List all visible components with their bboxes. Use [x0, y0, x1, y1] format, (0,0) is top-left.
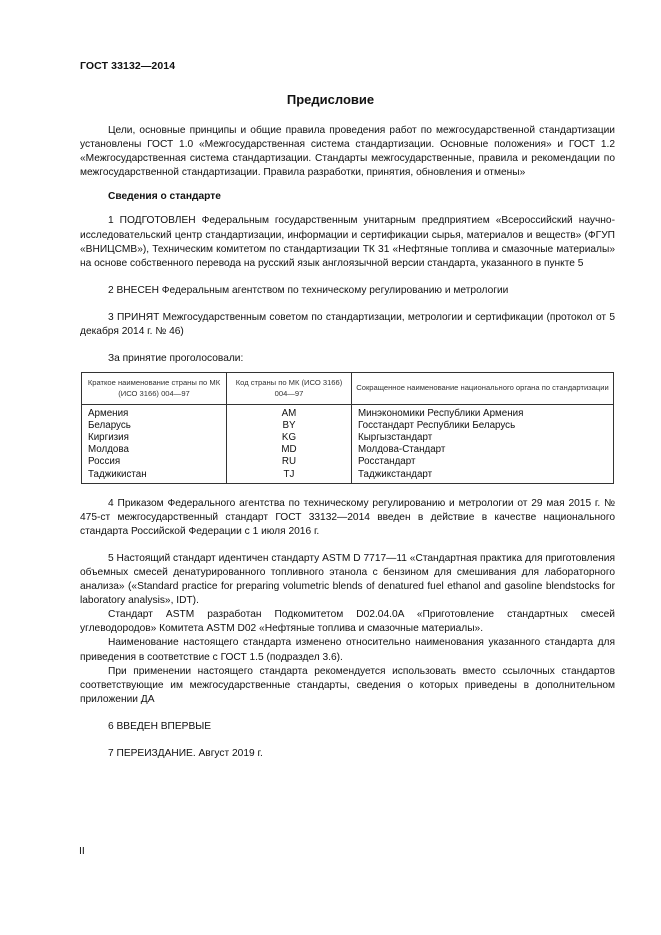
country-code: BY: [227, 420, 352, 432]
table-row: [82, 469, 614, 484]
national-body: Кыргызстандарт: [352, 432, 614, 444]
country-name: Армения: [82, 405, 227, 421]
header-country-code: Код страны по МК (ИСО 3166) 004—97: [227, 373, 352, 405]
page-title: Предисловие: [286, 92, 375, 107]
country-code: RU: [227, 456, 352, 468]
national-body: Росстандарт: [352, 456, 614, 468]
table-row: [82, 432, 614, 444]
country-code: TJ: [227, 469, 352, 484]
item-2-paragraph: 2 ВНЕСЕН Федеральным агентством по техническому регулированию и метрологии: [108, 284, 509, 296]
country-name: Таджикистан: [82, 469, 227, 484]
country-name: Киргизия: [82, 432, 227, 444]
item-4-paragraph: 4 Приказом Федерального агентства по техническому регулированию и метрологии от 29 мая 2015 г. № 475-ст межгосударственный стандарт ГОСТ 33132—2014 введен в действие в качестве национального стандарта Российской Федерации с 1 июля 2016 г.: [80, 497, 615, 537]
table-row: [82, 456, 614, 468]
country-code: KG: [227, 432, 352, 444]
item-1-paragraph: 1 ПОДГОТОВЛЕН Федеральным государственным унитарным предприятием «Всероссийский научно-исследовательский центр стандартизации, информации и сертификации сырья, материалов и веществ» (ФГУП «ВНИЦСМВ»), Техническим комитетом по стандартизации ТК 31 «Нефтяные топлива и смазочные материалы» на основе собственного перевода на русский язык англоязычной версии стандарта, указанного в пункте 5: [80, 215, 615, 269]
document-code: ГОСТ 33132—2014: [80, 60, 176, 72]
section-heading: Сведения о стандарте: [108, 191, 221, 203]
item-6-paragraph: 6 ВВЕДЕН ВПЕРВЫЕ: [108, 720, 212, 732]
page-number: II: [79, 845, 85, 857]
item-5-title-change-paragraph: Наименование настоящего стандарта изменено относительно наименования указанного стандарта для приведения в соответствие с ГОСТ 1.5 (подраздел 3.6).: [80, 637, 615, 663]
national-body: Минэкономики Республики Армения: [352, 405, 614, 421]
country-code: AM: [227, 405, 352, 421]
national-body: Таджикстандарт: [352, 469, 614, 484]
item-3-paragraph: 3 ПРИНЯТ Межгосударственным советом по стандартизации, метрологии и сертификации (протокол от 5 декабря 2014 г. № 46): [80, 311, 615, 338]
item-5-paragraph: 5 Настоящий стандарт идентичен стандарту ASTM D 7717—11 «Стандартная практика для приготовления объемных смесей денатурированного топливного этанола с бензином для смешивания для лабораторного анализа» («Standard practice for preparing volumetric blends of denatured fuel ethanol and gasoline blendstocks for laboratory analysis», IDT).: [80, 552, 615, 607]
item-5-references-paragraph: При применении настоящего стандарта рекомендуется использовать вместо ссылочных стандартов соответствующие им межгосударственные стандарты, сведения о которых приведены в дополнительном приложении ДА: [80, 665, 615, 705]
table-row: [82, 405, 614, 421]
country-name: Беларусь: [82, 420, 227, 432]
vote-label: За принятие проголосовали:: [108, 353, 244, 365]
country-name: Россия: [82, 456, 227, 468]
document-body: [80, 124, 615, 761]
header-country-name: Краткое наименование страны по МК (ИСО 3166) 004—97: [82, 373, 227, 405]
item-7-paragraph: 7 ПЕРЕИЗДАНИЕ. Август 2019 г.: [108, 748, 263, 759]
national-body: Госстандарт Республики Беларусь: [352, 420, 614, 432]
header-national-body: Сокращенное наименование национального органа по стандартизации: [352, 373, 614, 405]
table-row: [82, 444, 614, 456]
item-5-developer-paragraph: Стандарт ASTM разработан Подкомитетом D02.04.0A «Приготовление стандартных смесей углеводородов» Комитета ASTM D02 «Нефтяные топлива и смазочные материалы».: [80, 609, 615, 635]
intro-paragraph: Цели, основные принципы и общие правила проведения работ по межгосударственной стандартизации установлены ГОСТ 1.0 «Межгосударственная система стандартизации. Основные положения» и ГОСТ 1.2 «Межгосударственная система стандартизации. Стандарты межгосударственные, правила и рекомендации по межгосударственной стандартизации. Правила разработки, принятия, обновления и отмены»: [80, 125, 615, 179]
table-row: [82, 420, 614, 432]
country-code: MD: [227, 444, 352, 456]
country-name: Молдова: [82, 444, 227, 456]
vote-table: [81, 372, 614, 483]
national-body: Молдова-Стандарт: [352, 444, 614, 456]
vote-table-header: [82, 373, 614, 405]
